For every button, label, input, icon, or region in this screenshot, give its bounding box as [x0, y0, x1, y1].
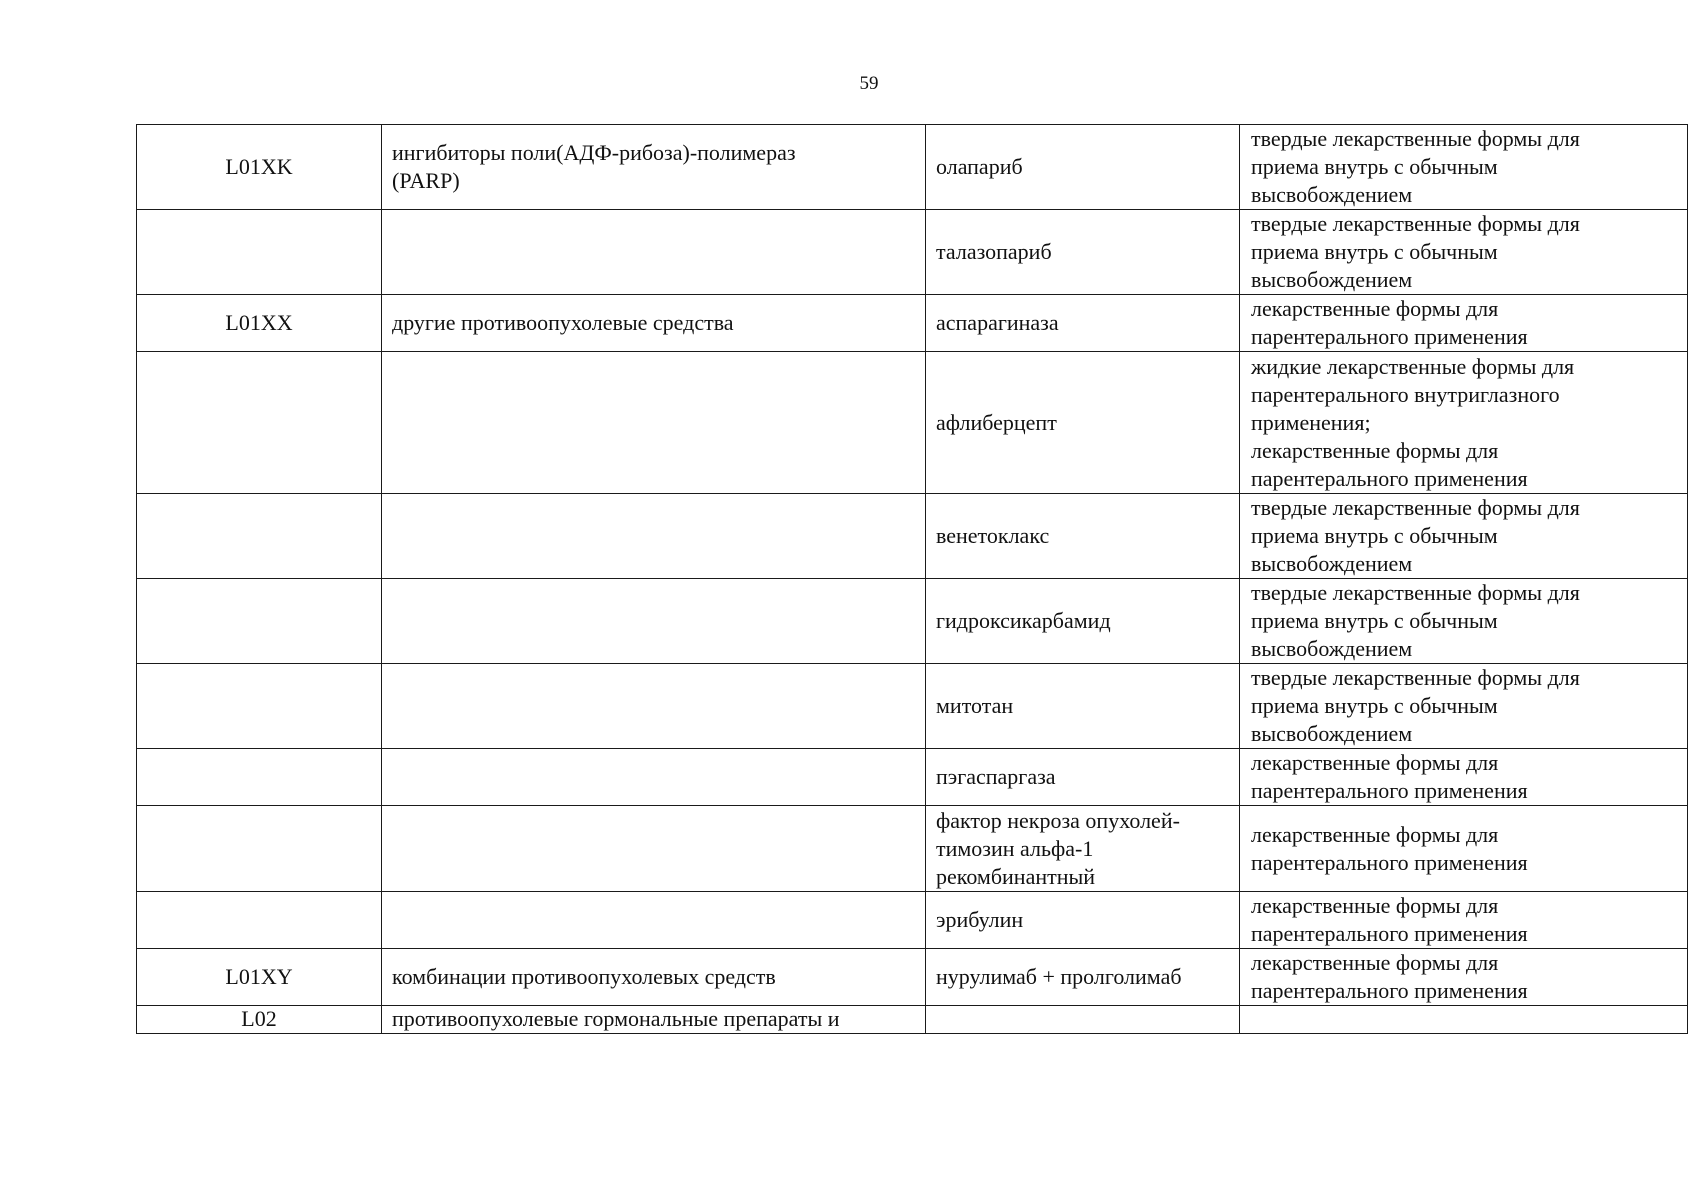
group-name-cell	[382, 579, 926, 664]
group-name-cell	[382, 892, 926, 949]
substance-cell: нурулимаб + пролголимаб	[926, 949, 1240, 1006]
group-name-cell: другие противоопухолевые средства	[382, 295, 926, 352]
drug-classification-table	[136, 124, 1688, 1034]
atc-code-cell: L01XK	[137, 125, 382, 210]
atc-code-cell: L02	[137, 1006, 382, 1034]
table-row	[137, 352, 1688, 494]
substance-cell: талазопариб	[926, 210, 1240, 295]
dosage-form-cell	[1240, 1006, 1688, 1034]
dosage-form-cell: твердые лекарственные формы для приема внутрь с обычным высвобождением	[1240, 579, 1688, 664]
table-row	[137, 125, 1688, 210]
substance-cell: афлиберцепт	[926, 352, 1240, 494]
atc-code-cell: L01XX	[137, 295, 382, 352]
dosage-form-cell: лекарственные формы для парентерального применения	[1240, 892, 1688, 949]
atc-code-cell	[137, 352, 382, 494]
group-name-cell	[382, 352, 926, 494]
substance-cell: фактор некроза опухолей- тимозин альфа-1 рекомбинантный	[926, 806, 1240, 892]
dosage-form-cell: жидкие лекарственные формы для парентерального внутриглазного применения; лекарственные формы для парентерального применения	[1240, 352, 1688, 494]
substance-cell: аспарагиназа	[926, 295, 1240, 352]
table-row	[137, 664, 1688, 749]
table-row	[137, 1006, 1688, 1034]
substance-cell: олапариб	[926, 125, 1240, 210]
atc-code-cell	[137, 664, 382, 749]
dosage-form-cell: лекарственные формы для парентерального применения	[1240, 749, 1688, 806]
substance-cell: эрибулин	[926, 892, 1240, 949]
substance-cell	[926, 1006, 1240, 1034]
group-name-cell: противоопухолевые гормональные препараты и	[382, 1006, 926, 1034]
atc-code-cell	[137, 494, 382, 579]
table-row	[137, 949, 1688, 1006]
substance-cell: пэгаспаргаза	[926, 749, 1240, 806]
group-name-cell	[382, 210, 926, 295]
substance-cell: венетоклакс	[926, 494, 1240, 579]
substance-cell: гидроксикарбамид	[926, 579, 1240, 664]
table-row	[137, 749, 1688, 806]
table-row	[137, 579, 1688, 664]
substance-cell: митотан	[926, 664, 1240, 749]
dosage-form-cell: твердые лекарственные формы для приема внутрь с обычным высвобождением	[1240, 125, 1688, 210]
atc-code-cell: L01XY	[137, 949, 382, 1006]
table-row	[137, 806, 1688, 892]
dosage-form-cell: твердые лекарственные формы для приема внутрь с обычным высвобождением	[1240, 664, 1688, 749]
atc-code-cell	[137, 749, 382, 806]
dosage-form-cell: лекарственные формы для парентерального применения	[1240, 295, 1688, 352]
group-name-cell	[382, 749, 926, 806]
atc-code-cell	[137, 892, 382, 949]
page-number: 59	[859, 73, 879, 94]
group-name-cell	[382, 494, 926, 579]
dosage-form-cell: твердые лекарственные формы для приема внутрь с обычным высвобождением	[1240, 494, 1688, 579]
dosage-form-cell: лекарственные формы для парентерального применения	[1240, 949, 1688, 1006]
group-name-cell	[382, 806, 926, 892]
group-name-cell	[382, 664, 926, 749]
atc-code-cell	[137, 210, 382, 295]
table-row	[137, 892, 1688, 949]
table-row	[137, 295, 1688, 352]
atc-code-cell	[137, 806, 382, 892]
table-row	[137, 210, 1688, 295]
atc-code-cell	[137, 579, 382, 664]
dosage-form-cell: лекарственные формы для парентерального применения	[1240, 806, 1688, 892]
table-row	[137, 494, 1688, 579]
group-name-cell: комбинации противоопухолевых средств	[382, 949, 926, 1006]
dosage-form-cell: твердые лекарственные формы для приема внутрь с обычным высвобождением	[1240, 210, 1688, 295]
group-name-cell: ингибиторы поли(АДФ-рибоза)-полимераз (PARP)	[382, 125, 926, 210]
